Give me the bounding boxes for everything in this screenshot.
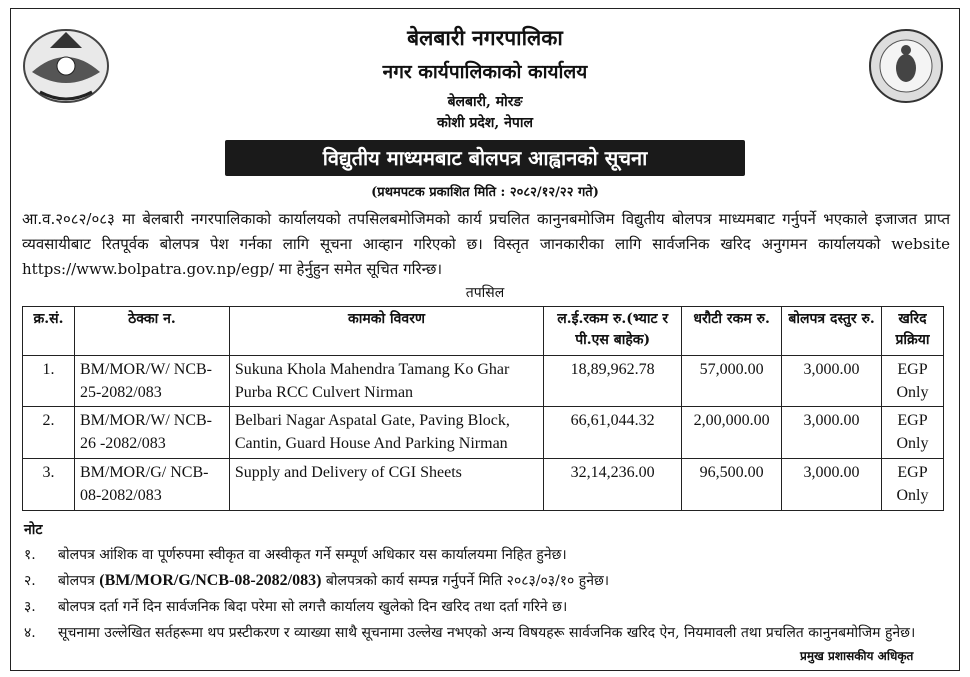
row-deposit: 96,500.00 xyxy=(682,459,782,511)
row-estimate: 18,89,962.78 xyxy=(544,356,682,407)
row-deposit: 57,000.00 xyxy=(682,356,782,407)
note-contract-ref: (BM/MOR/G/NCB-08-2082/083) xyxy=(99,572,322,589)
note-number: १. xyxy=(24,547,36,563)
col-header-process: खरिद प्रक्रिया xyxy=(881,307,943,356)
row-sn: 2. xyxy=(23,407,75,459)
row-sn: 1. xyxy=(23,356,75,407)
province-country: कोशी प्रदेश, नेपाल xyxy=(437,115,533,131)
row-description: Belbari Nagar Aspatal Gate, Paving Block, Cantin, Guard House And Parking Nirman xyxy=(229,407,543,459)
note-item xyxy=(24,542,944,568)
row-estimate: 66,61,044.32 xyxy=(544,407,682,459)
note-number: २. xyxy=(24,573,36,589)
row-process: EGP Only xyxy=(881,407,943,459)
schedule-label: तपसिल xyxy=(465,285,505,301)
note-text-post: बोलपत्रको कार्य सम्पन्न गर्नुपर्ने मिति २०८३/०३/१० हुनेछ। xyxy=(321,573,610,589)
col-header-description: कामको विवरण xyxy=(229,307,543,356)
office-name: नगर कार्यपालिकाको कार्यालय xyxy=(382,61,588,83)
note-item xyxy=(24,620,944,646)
col-header-contract: ठेक्का न. xyxy=(74,307,229,356)
note-text: बोलपत्र दर्ता गर्ने दिन सार्वजनिक बिदा परेमा सो लगत्तै कार्यालय खुलेको दिन खरिद तथा दर्ता गरिने छ। xyxy=(58,599,568,615)
col-header-fee: बोलपत्र दस्तुर रु. xyxy=(782,307,882,356)
table-row xyxy=(23,407,944,459)
table-row xyxy=(23,459,944,511)
note-number: ४. xyxy=(24,625,36,641)
notes-heading: नोट xyxy=(24,522,43,538)
row-estimate: 32,14,236.00 xyxy=(544,459,682,511)
intro-paragraph: आ.व.२०८२/०८३ मा बेलबारी नगरपालिकाको कार्यालयको तपसिलबमोजिमको कार्य प्रचलित कानुनबमोजिम विद्युतीय बोलपत्र माध्यमबाट गर्नुपर्ने भएकाले इजाजत प्राप्त व्यवसायीबाट रितपूर्वक बोलपत्र पेश गर्नका लागि सूचना आव्हान गरिएको छ। विस्तृत जानकारीका लागि सार्वजनिक खरिद अनुगमन कार्यालयको website https://www.bolpatra.gov.np/egp/ मा हेर्नुहुन समेत सूचित गरिन्छ। xyxy=(22,210,950,278)
row-contract: BM/MOR/G/ NCB-08-2082/083 xyxy=(74,459,229,511)
col-header-estimate: ल.ई.रकम रु.(भ्याट र पी.एस बाहेक) xyxy=(544,307,682,356)
row-description: Supply and Delivery of CGI Sheets xyxy=(229,459,543,511)
row-deposit: 2,00,000.00 xyxy=(682,407,782,459)
row-sn: 3. xyxy=(23,459,75,511)
row-contract: BM/MOR/W/ NCB-25-2082/083 xyxy=(74,356,229,407)
notice-title-banner: विद्युतीय माध्यमबाट बोलपत्र आह्वानको सूचना xyxy=(225,140,745,176)
publication-date: (प्रथमपटक प्रकाशित मिति : २०८२/१२/२२ गते) xyxy=(371,185,599,200)
note-text-pre: बोलपत्र xyxy=(58,573,100,589)
col-header-sn: क्र.सं. xyxy=(23,307,75,356)
note-text: बोलपत्र आंशिक वा पूर्णरुपमा स्वीकृत वा अस्वीकृत गर्ने सम्पूर्ण अधिकार यस कार्यालयमा निहित हुनेछ। xyxy=(58,547,567,563)
notes-list xyxy=(24,542,944,646)
table-row xyxy=(23,356,944,407)
signatory-title: प्रमुख प्रशासकीय अधिकृत xyxy=(800,649,914,663)
row-process: EGP Only xyxy=(881,356,943,407)
row-process: EGP Only xyxy=(881,459,943,511)
row-description: Sukuna Khola Mahendra Tamang Ko Ghar Purba RCC Culvert Nirman xyxy=(229,356,543,407)
row-fee: 3,000.00 xyxy=(782,459,882,511)
row-contract: BM/MOR/W/ NCB-26 -2082/083 xyxy=(74,407,229,459)
tender-table xyxy=(22,306,944,511)
row-fee: 3,000.00 xyxy=(782,356,882,407)
table-header-row xyxy=(23,307,944,356)
note-number: ३. xyxy=(24,599,36,615)
note-text: सूचनामा उल्लेखित सर्तहरूमा थप प्रस्टीकरण र व्याख्या साथै सूचनामा उल्लेख नभएको अन्य विषयहरू सार्वजनिक खरिद ऐन, नियमावली तथा प्रचलित कानुनबमोजिम हुनेछ। xyxy=(58,625,916,641)
note-item xyxy=(24,568,944,594)
row-fee: 3,000.00 xyxy=(782,407,882,459)
note-item xyxy=(24,594,944,620)
municipality-name: बेलबारी नगरपालिका xyxy=(407,25,563,50)
office-location: बेलबारी, मोरङ xyxy=(447,94,523,110)
col-header-deposit: धरौटी रकम रु. xyxy=(682,307,782,356)
